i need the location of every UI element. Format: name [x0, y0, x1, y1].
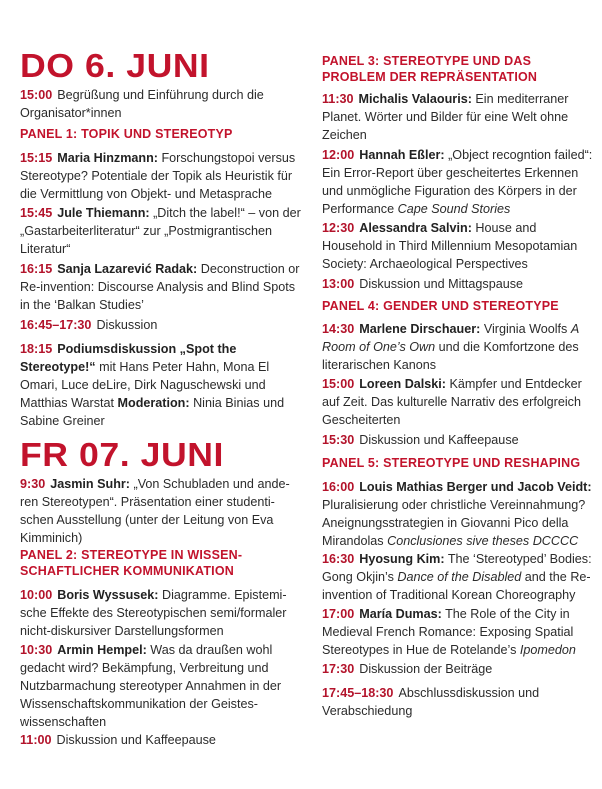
- item-text: Ein mediterraner Planet. Wörter und Bilder für eine Welt ohne Zeichen: [322, 92, 569, 142]
- program-item: [322, 550, 598, 604]
- item-time: 17:00: [322, 607, 355, 621]
- program-item: [322, 431, 598, 449]
- panel-title-1: PANEL 1: TOPIK UND STEREOTYP: [20, 127, 233, 141]
- item-speaker: Marlene Dirschauer:: [359, 322, 481, 336]
- item-time: 15:15: [20, 151, 53, 165]
- program-item: [20, 204, 302, 258]
- item-time: 10:00: [20, 588, 53, 602]
- item-text: „Ditch the label!“ – von der „Gastarbeiterliteratur“ zur „Postmigrantischen Literatur“: [20, 206, 301, 256]
- program-item: [20, 475, 302, 547]
- item-text: Begrüßung und Einführung durch die Organisator*innen: [20, 88, 264, 120]
- item-speaker: Sanja Lazarević Radak:: [57, 262, 198, 276]
- item-time: 12:30: [322, 221, 355, 235]
- item-time: 11:30: [322, 92, 354, 106]
- program-item: [20, 260, 302, 314]
- item-speaker: Alessandra Salvin:: [359, 221, 472, 235]
- item-speaker: Louis Mathias Berger und Jacob Veidt:: [359, 480, 592, 494]
- item-time: 15:00: [322, 377, 355, 391]
- item-text: und die Komfortzone des literarischen Kanons: [322, 340, 579, 372]
- item-time: 10:30: [20, 643, 53, 657]
- podium-title: Podiumsdiskussion „Spot the Stereotype!“: [20, 342, 237, 374]
- item-italic-title: Ipomedon: [519, 643, 576, 657]
- item-italic-title: Cape Sound Stories: [397, 202, 511, 216]
- item-italic-title: A Room of One’s Own: [322, 322, 579, 354]
- podium-discussion: [20, 340, 302, 430]
- item-text: Diskussion: [96, 318, 158, 332]
- item-text: Diskussion und Kaffeepause: [56, 733, 216, 747]
- program-item: [322, 684, 598, 720]
- item-italic-title: Dance of the Disabled: [397, 570, 522, 584]
- item-time: 15:00: [20, 88, 53, 102]
- program-item: [322, 660, 598, 678]
- item-text: The Role of the City in Medieval French Romance: Exposing Spatial Stereotypes in Hue de Rotelande’s: [322, 607, 574, 657]
- item-text: Pluralisierung oder christliche Vereinnahmung? Aneignungsstrategien in Giovanni Pico della Mirandolas: [322, 498, 586, 548]
- item-time: 15:30: [322, 433, 355, 447]
- program-item: [322, 478, 598, 550]
- item-time: 15:45: [20, 206, 53, 220]
- program-item: [20, 86, 302, 122]
- item-text: House and Household in Third Millennium Mesopotamian Society: Archaeological Perspectives: [322, 221, 578, 271]
- item-text: Diskussion und Kaffeepause: [359, 433, 519, 447]
- item-text: Diskussion der Beiträge: [359, 662, 493, 676]
- item-text: Diagramme. Epistemische Effekte des Stereotypischen semi/formaler nicht-diskursiver Darstellungsformen: [20, 588, 287, 638]
- item-time: 14:30: [322, 322, 355, 336]
- item-speaker: Armin Hempel:: [57, 643, 147, 657]
- item-time: 12:00: [322, 148, 355, 162]
- item-time: 18:15: [20, 342, 53, 356]
- panel-title-4: PANEL 4: GENDER UND STEREOTYPE: [322, 299, 559, 313]
- item-speaker: Boris Wyssusek:: [57, 588, 159, 602]
- item-speaker: María Dumas:: [359, 607, 442, 621]
- panel-title-5: PANEL 5: STEREOTYPE UND RESHAPING: [322, 456, 581, 470]
- item-text: Was da draußen wohl gedacht wird? Bekämpfung, Verbreitung und Nutzbarmachung stereotyper Annahmen in der Wissenschaftskommunikation der Geisteswissenschaften: [20, 643, 282, 729]
- item-text: Deconstruction or Re-invention: Discourse Analysis and Blind Spots in the ‘Balkan Studies’: [20, 262, 300, 312]
- item-text: and the Reinvention of Traditional Korean Choreography: [322, 570, 591, 602]
- item-text: Kämpfer und Entdecker auf Zeit. Das kulturelle Narrativ des erfolgreich Gescheiterten: [322, 377, 582, 427]
- panel-title-2: PANEL 2: STEREOTYPE IN WISSENSCHAFTLICHER KOMMUNIKATION: [20, 548, 243, 578]
- item-speaker: Hannah Eßler:: [359, 148, 445, 162]
- item-text: Diskussion und Mittagspause: [359, 277, 524, 291]
- moderation-text: Ninia Binias und Sabine Greiner: [20, 396, 285, 428]
- item-speaker: Maria Hinzmann:: [57, 151, 158, 165]
- day-title-friday: FR 07. JUNI: [20, 436, 225, 473]
- podium-item: [20, 340, 302, 430]
- item-text: Virginia Woolfs: [483, 322, 571, 336]
- item-text: „Von Schubladen und anderen Stereotypen“. Präsentation einer studentischen Ausstellung (unter der Leitung von Eva Kimminich): [20, 477, 290, 545]
- item-time: 16:30: [322, 552, 355, 566]
- program-item: [20, 586, 302, 640]
- item-text: The ‘Stereotyped’ Bodies: Gong Okjin’s: [322, 552, 592, 584]
- program-item: [20, 316, 302, 334]
- item-time: 16:00: [322, 480, 355, 494]
- moderation-label: Moderation:: [117, 396, 190, 410]
- program-item: [20, 731, 302, 749]
- item-speaker: Michalis Valaouris:: [358, 92, 472, 106]
- program-item: [322, 605, 598, 659]
- item-italic-title: Conclusiones sive theses DCCCC: [387, 534, 579, 548]
- item-speaker: Jasmin Suhr:: [50, 477, 130, 491]
- program-item: [322, 219, 598, 273]
- item-text: Abschlussdiskussion und Verabschiedung: [322, 686, 540, 718]
- item-time: 17:45–18:30: [322, 686, 394, 700]
- program-item: [20, 641, 302, 731]
- item-time: 17:30: [322, 662, 355, 676]
- item-time: 16:45–17:30: [20, 318, 92, 332]
- item-speaker: Loreen Dalski:: [359, 377, 447, 391]
- item-text: „Object recogntion failed“: Ein Error-Report über gescheitertes Erkennen und unmögliche Figuration des Körpers in der Performance: [322, 148, 593, 216]
- item-text: Forschungstopoi versus Stereotype? Potentiale der Topik als Heuristik für die Vermittlung von Objekt- und Metasprache: [20, 151, 296, 201]
- item-time: 11:00: [20, 733, 52, 747]
- program-item: [322, 375, 598, 429]
- item-time: 16:15: [20, 262, 53, 276]
- item-time: 13:00: [322, 277, 355, 291]
- item-speaker: Jule Thiemann:: [57, 206, 150, 220]
- podium-participants: mit Hans Peter Hahn, Mona El Omari, Luce deLire, Dirk Naguschewski und Matthias Warstat: [20, 360, 270, 410]
- program-item: [20, 149, 302, 203]
- program-item: [322, 90, 598, 144]
- item-speaker: Hyosung Kim:: [359, 552, 445, 566]
- panel-title-3: PANEL 3: STEREOTYPE UND DAS PROBLEM DER REPRÄSENTATION: [322, 54, 538, 84]
- item-time: 9:30: [20, 477, 46, 491]
- day-title-thursday: DO 6. JUNI: [20, 47, 210, 84]
- program-item: [322, 146, 598, 218]
- program-item: [322, 320, 598, 374]
- program-item: [322, 275, 598, 293]
